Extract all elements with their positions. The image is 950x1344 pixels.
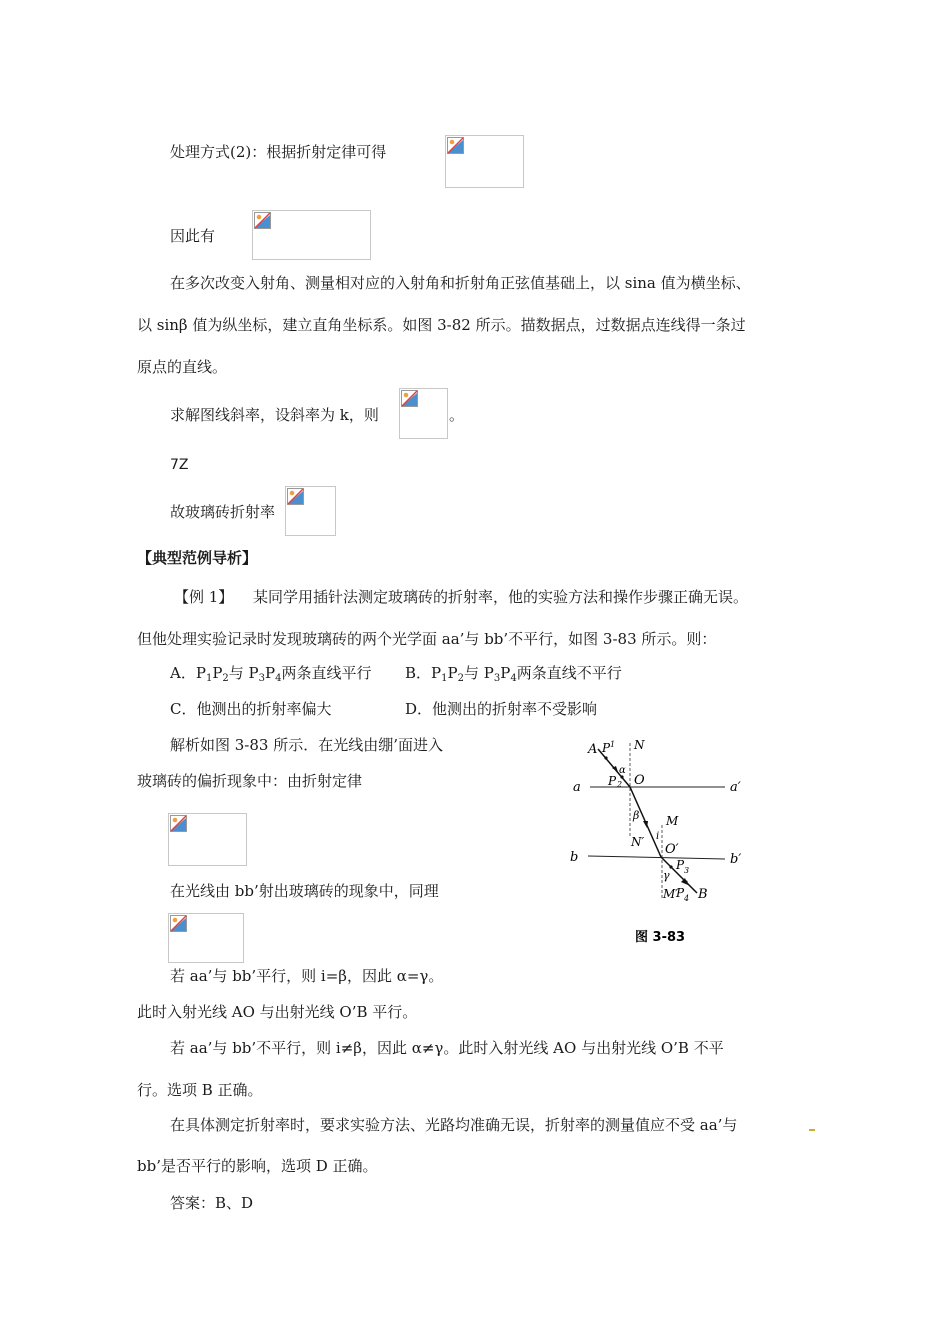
text-therefore: 因此有 (170, 227, 216, 245)
option-a: A．$P_1P_2$与 $P_3P_4$两条直线平行 (170, 664, 372, 684)
paragraph-line: 以 sinβ 值为纵坐标，建立直角坐标系。如图 3-82 所示。描数据点，过数据点连线得一条过 (137, 316, 746, 334)
analysis-line: 在光线由 bb’射出玻璃砖的现象中，同理 (170, 882, 439, 900)
analysis-line: 此时入射光线 AO 与出射光线 O’B 平行。 (137, 1003, 418, 1021)
label-b-prime: b′ (730, 852, 742, 867)
analysis-line: 若 aa’与 bb’平行，则 i=β，因此 α=γ。 (170, 967, 444, 985)
underline-mark (809, 1129, 815, 1131)
broken-image-icon (287, 488, 304, 505)
label-a-prime: a′ (730, 780, 741, 795)
answer: 答案：B、D (170, 1194, 254, 1212)
label-N: N (634, 738, 645, 752)
label-P4-sub: 4 (684, 894, 690, 903)
label-P4: P (676, 886, 685, 900)
label-P3-sub: 3 (684, 866, 690, 875)
label-P2: P (608, 774, 617, 788)
label-M: M (666, 814, 679, 828)
label-P1-sub: 1 (610, 740, 616, 749)
label-N-prime: N′ (631, 835, 645, 849)
text-period: 。 (449, 406, 465, 424)
formula-image-1 (445, 135, 524, 188)
label-gamma: γ (663, 869, 670, 882)
text-slope: 求解图线斜率，设斜率为 k，则 (170, 406, 379, 424)
analysis-line: 在具体测定折射率时，要求实验方法、光路均准确无误，折射率的测量值应不受 aa’与 (170, 1116, 738, 1134)
label-O: O (634, 773, 645, 788)
broken-image-icon (401, 390, 418, 407)
pin-P4 (684, 880, 687, 883)
pin-P3 (669, 865, 672, 868)
label-M-prime: M′ (663, 887, 679, 901)
broken-image-icon (170, 815, 187, 832)
broken-image-icon (170, 915, 187, 932)
option-d: D．他测出的折射率不受影响 (405, 700, 598, 718)
formula-image-2 (252, 210, 371, 260)
label-a: a (573, 780, 581, 795)
label-P1: P (602, 741, 611, 755)
text-method-2: 处理方式(2)：根据折射定律可得 (170, 143, 387, 161)
example-label: 【例 1】 (174, 588, 234, 606)
label-P3: P (676, 858, 685, 872)
paragraph-line: 在多次改变入射角、测量相对应的入射角和折射角正弦值基础上，以 sina 值为横坐标、 (170, 274, 751, 292)
text-stray: 7Z (170, 457, 189, 473)
label-beta: β (633, 809, 640, 822)
analysis-line: 解析如图 3-83 所示．在光线由绷’面进入 (170, 736, 444, 754)
label-i: i (656, 831, 660, 842)
option-b: B．$P_1P_2$与 $P_3P_4$两条直线不平行 (405, 664, 622, 684)
label-A: A (588, 742, 598, 757)
example-text: 某同学用插针法测定玻璃砖的折射率，他的实验方法和操作步骤正确无误。 (253, 588, 749, 606)
analysis-line: bb’是否平行的影响，选项 D 正确。 (137, 1157, 378, 1175)
analysis-line: 若 aa’与 bb’不平行，则 i≠β，因此 α≠γ。此时入射光线 AO 与出射光线 O’B 不平 (170, 1039, 724, 1057)
figure-caption: 图 3-83 (635, 930, 686, 945)
label-b: b (570, 850, 579, 865)
surface-bb (588, 856, 725, 859)
label-alpha: α (619, 765, 626, 776)
broken-image-icon (447, 137, 464, 154)
option-c: C．他测出的折射率偏大 (170, 700, 332, 718)
formula-image-5 (168, 813, 247, 866)
label-O-prime: O′ (665, 842, 679, 857)
section-heading: 【典型范例导析】 (137, 549, 258, 567)
refraction-figure (560, 735, 760, 950)
analysis-line: 玻璃砖的偏折现象中：由折射定律 (137, 772, 363, 790)
pin-P1 (604, 756, 607, 759)
paragraph-line: 原点的直线。 (137, 358, 228, 376)
broken-image-icon (254, 212, 271, 229)
example-text: 但他处理实验记录时发现玻璃砖的两个光学面 aa’与 bb’不平行，如图 3-83 所示。则： (137, 630, 717, 648)
label-B: B (698, 887, 708, 902)
text-conclusion: 故玻璃砖折射率 (170, 503, 276, 521)
formula-image-3 (399, 388, 448, 439)
analysis-line: 行。选项 B 正确。 (137, 1081, 263, 1099)
label-P2-sub: 2 (617, 780, 623, 789)
formula-image-6 (168, 913, 244, 963)
formula-image-4 (285, 486, 336, 536)
